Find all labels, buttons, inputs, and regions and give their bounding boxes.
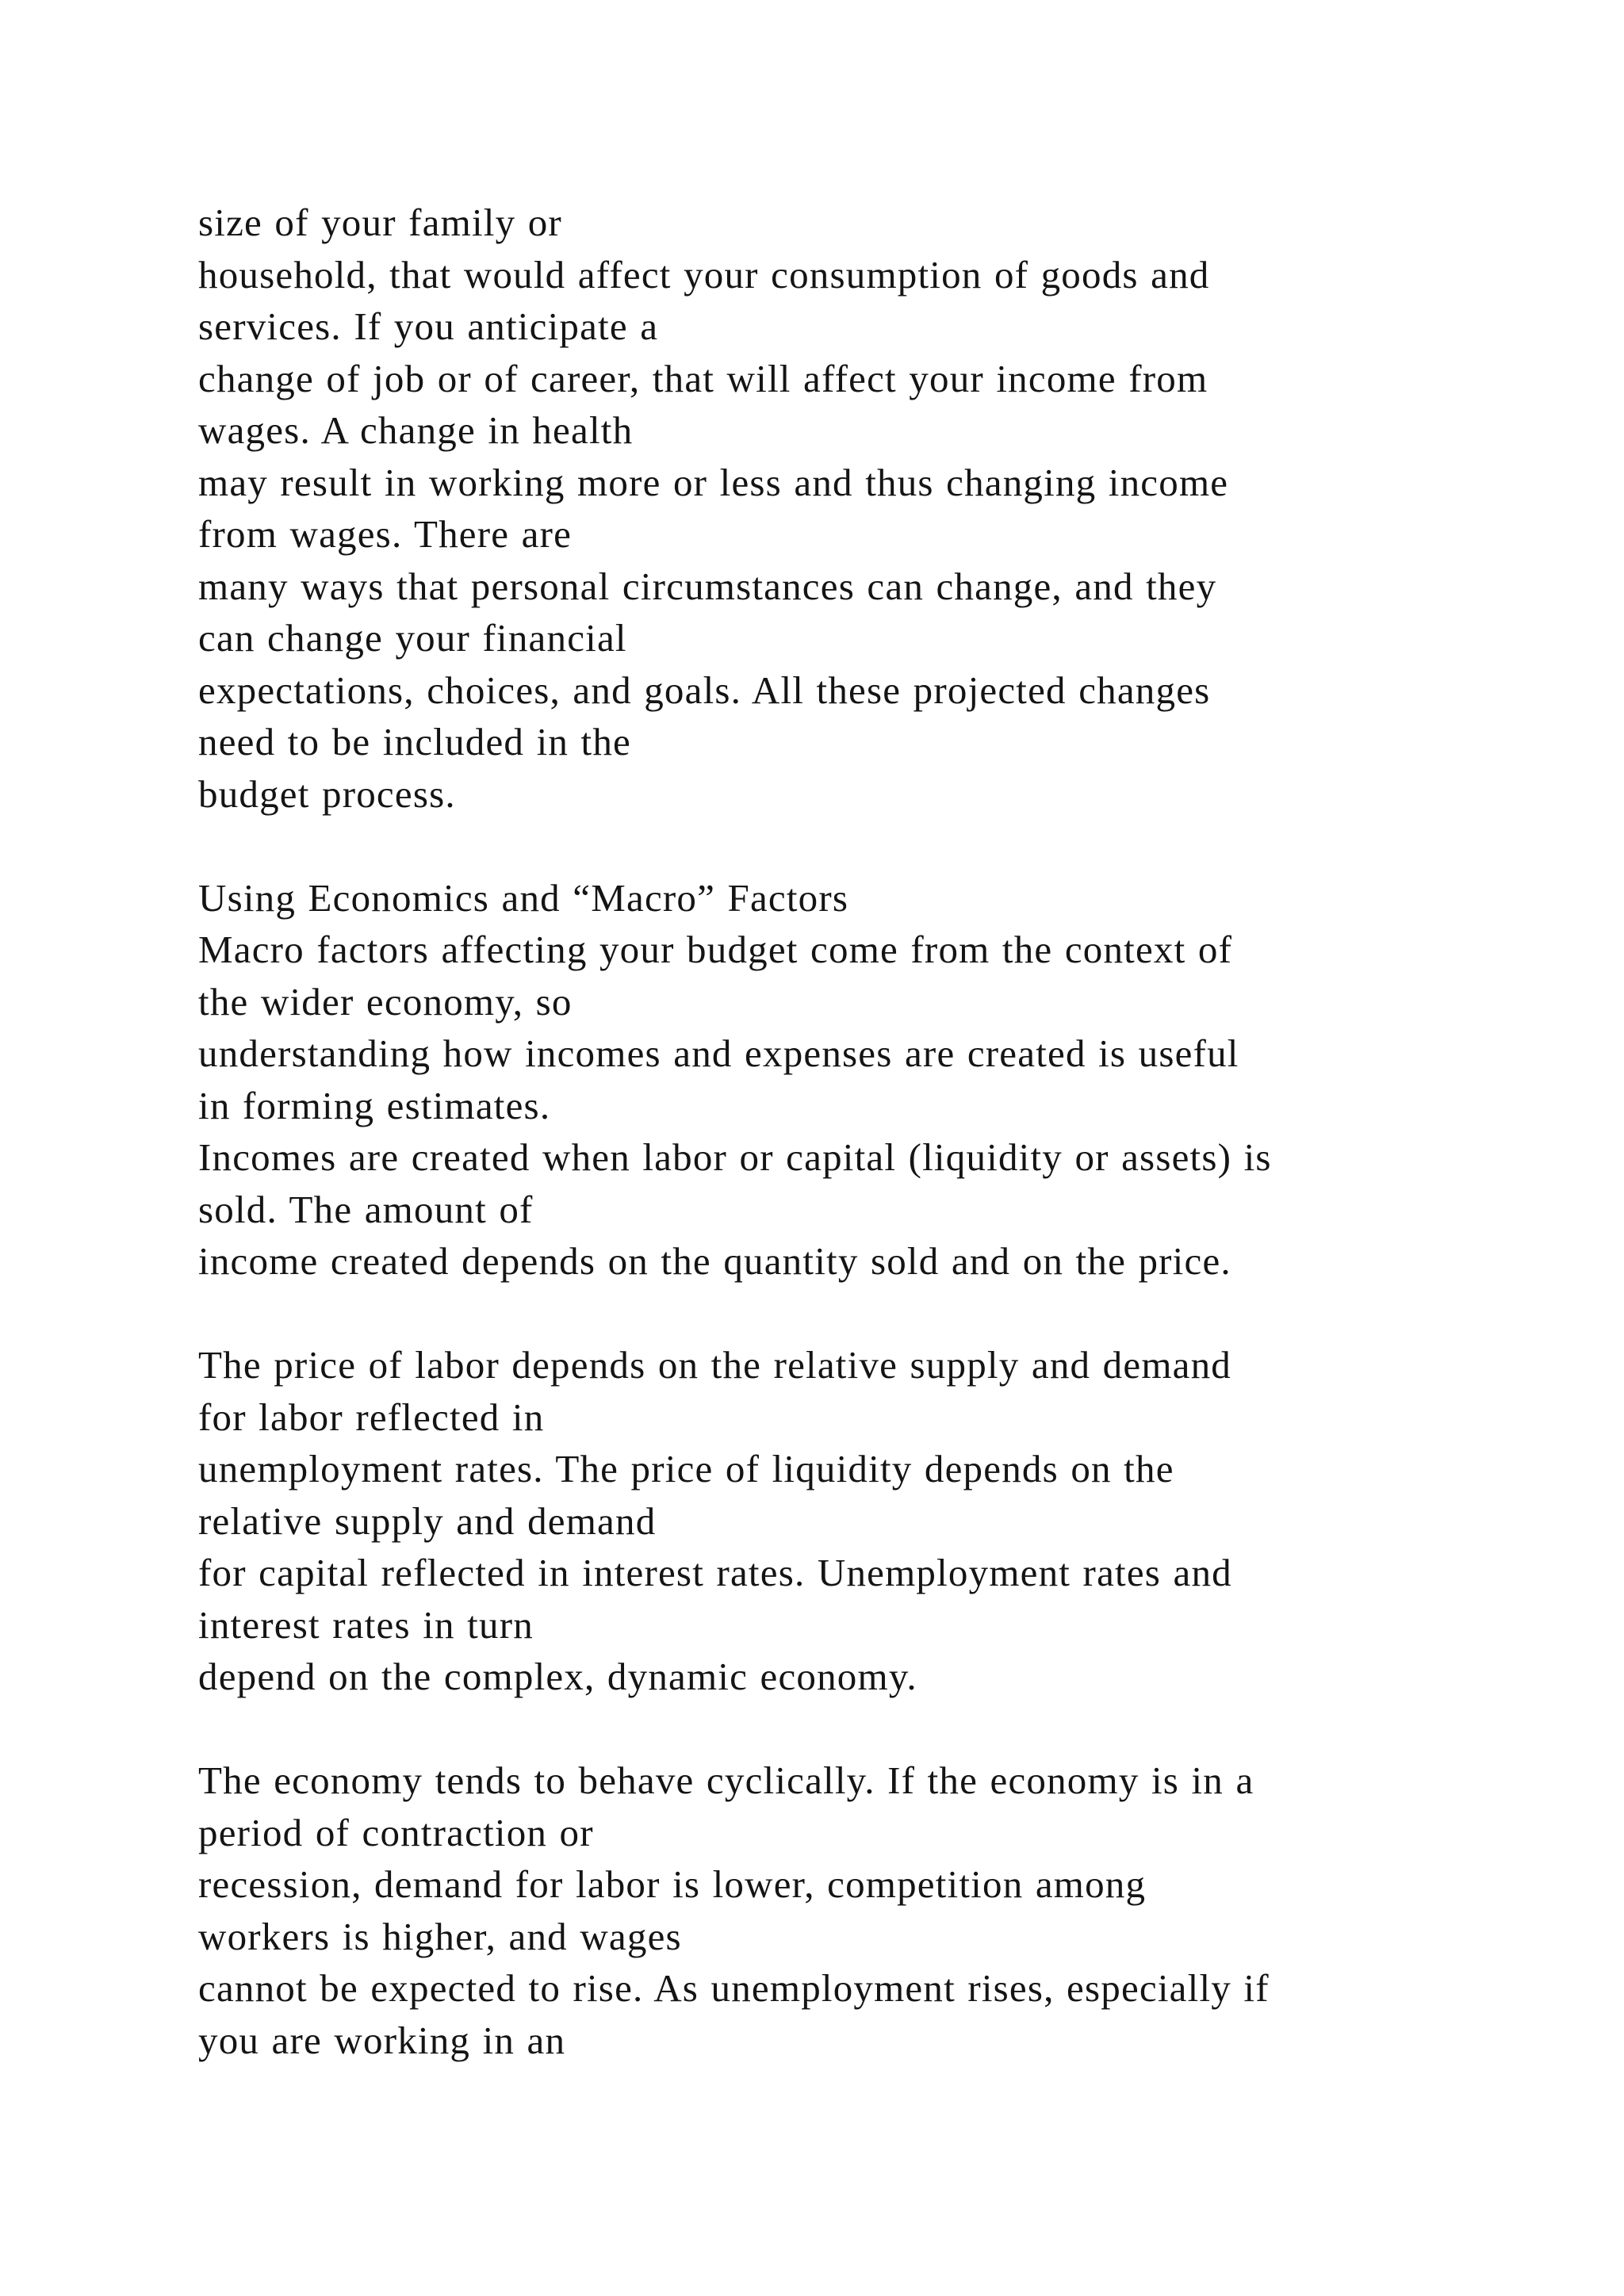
text-line: depend on the complex, dynamic economy. (198, 1655, 917, 1698)
text-line: wages. A change in health (198, 408, 634, 452)
text-line: can change your financial (198, 616, 627, 660)
text-line: expectations, choices, and goals. All these projected changes (198, 668, 1211, 712)
text-line: The price of labor depends on the relative supply and demand (198, 1343, 1231, 1387)
text-line: workers is higher, and wages (198, 1914, 682, 1958)
paragraph-family-circumstances (198, 197, 1610, 820)
text-line: income created depends on the quantity sold and on the price. (198, 1239, 1231, 1283)
text-line: interest rates in turn (198, 1602, 534, 1647)
paragraph-economy-cycles (198, 1755, 1610, 2066)
text-line: from wages. There are (198, 512, 573, 556)
document-text (198, 197, 1610, 2066)
text-line: recession, demand for labor is lower, competition among (198, 1862, 1147, 1906)
text-line: services. If you anticipate a (198, 304, 659, 348)
paragraph-gap (198, 820, 1610, 872)
text-line: period of contraction or (198, 1810, 594, 1854)
text-line: Incomes are created when labor or capital (liquidity or assets) is (198, 1135, 1272, 1179)
text-line: size of your family or (198, 201, 562, 244)
text-line: for capital reflected in interest rates. Unemployment rates and (198, 1551, 1232, 1594)
text-line: sold. The amount of (198, 1187, 534, 1231)
text-line: cannot be expected to rise. As unemployment rises, especially if (198, 1966, 1270, 2010)
text-line: need to be included in the (198, 720, 632, 763)
section-heading: Using Economics and “Macro” Factors (198, 875, 849, 920)
text-line: the wider economy, so (198, 979, 573, 1024)
paragraph-gap (198, 1288, 1610, 1340)
text-line: many ways that personal circumstances can change, and they (198, 564, 1217, 608)
text-line: for labor reflected in (198, 1395, 545, 1439)
text-line: household, that would affect your consumption of goods and (198, 252, 1210, 297)
text-line: unemployment rates. The price of liquidity depends on the (198, 1447, 1174, 1490)
paragraph-price-of-labor (198, 1339, 1610, 1703)
text-line: relative supply and demand (198, 1498, 657, 1543)
text-line: in forming estimates. (198, 1083, 551, 1127)
text-line: you are working in an (198, 2018, 566, 2062)
paragraph-macro-factors (198, 872, 1610, 1288)
text-line: may result in working more or less and thus changing income (198, 460, 1229, 504)
text-line: The economy tends to behave cyclically. If the economy is in a (198, 1758, 1254, 1802)
text-line: understanding how incomes and expenses are created is useful (198, 1031, 1239, 1075)
text-line: budget process. (198, 771, 456, 816)
paragraph-gap (198, 1703, 1610, 1755)
text-line: Macro factors affecting your budget come from the context of (198, 928, 1233, 971)
text-line: change of job or of career, that will affect your income from (198, 356, 1208, 400)
